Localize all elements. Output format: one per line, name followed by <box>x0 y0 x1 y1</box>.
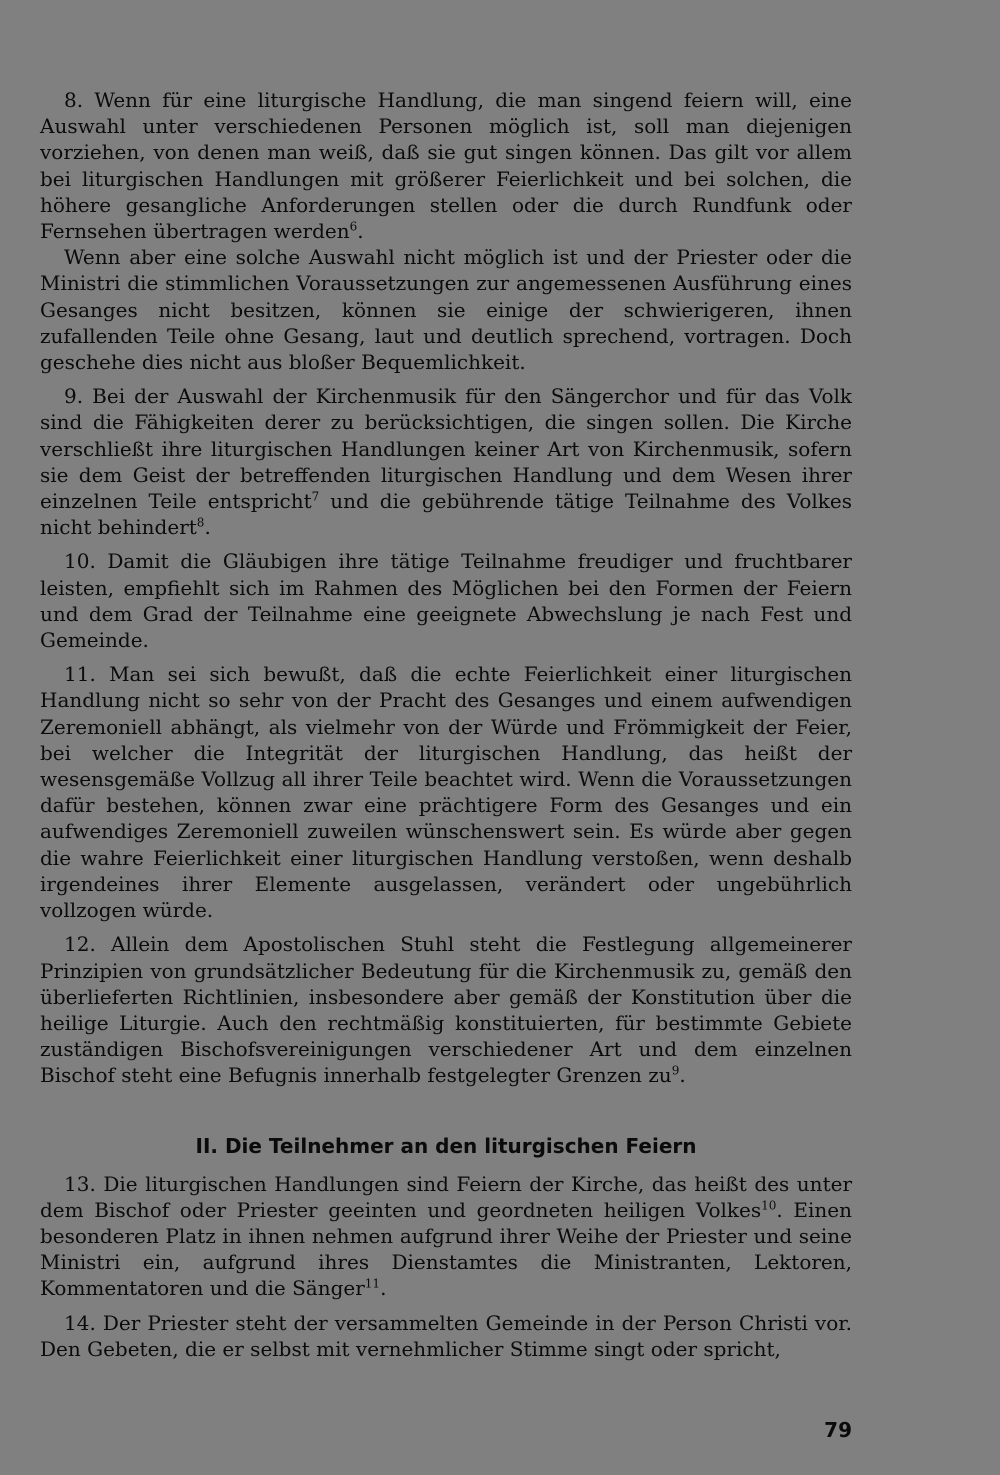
paragraph-text: 10. Damit die Gläubigen ihre tätige Teilnahme freudiger und fruchtbarer leisten, empfiehlt sich im Rahmen des Möglichen bei den Formen der Feiern und dem Grad der Teilnahme eine geeignete Abwechslung je nach Fest und Gemeinde. <box>40 549 852 653</box>
footnote-ref: 10 <box>761 1198 777 1213</box>
page-body <box>40 87 852 1370</box>
footnote-ref: 9 <box>671 1063 680 1078</box>
section-heading: II. Die Teilnehmer an den liturgischen Feiern <box>195 1133 697 1158</box>
paragraph-13 <box>40 1171 852 1302</box>
paragraph-text: 9. Bei der Auswahl der Kirchenmusik für den Sängerchor und für das Volk sind die Fähigkeiten derer zu berücksichtigen, die singen sollen. Die Kirche verschließt ihre liturgischen Handlungen keiner Art von Kirchenmusik, sofern sie dem Geist der betreffenden liturgischen Handlung und dem Wesen ihrer einzelnen Teile entspricht <box>40 384 852 514</box>
paragraph-text: Wenn aber eine solche Auswahl nicht möglich ist und der Priester oder die Ministri die stimmlichen Voraussetzungen zur angemessenen Ausführung eines Gesanges nicht besitzen, können sie einige der schwierigeren, ihnen zufallenden Teile ohne Gesang, laut und deutlich sprechend, vortragen. Doch geschehe dies nicht aus bloßer Bequemlichkeit. <box>40 245 852 375</box>
paragraph-10 <box>40 548 852 653</box>
paragraph-11 <box>40 661 852 923</box>
paragraph-tail: . <box>380 1276 387 1301</box>
paragraph-8 <box>40 87 852 244</box>
paragraph-text: 12. Allein dem Apostolischen Stuhl steht die Festlegung allgemeinerer Prinzipien von grundsätzlicher Bedeutung für die Kirchenmusik zu, gemäß den überlieferten Richtlinien, insbesondere aber gemäß der Konstitution über die heilige Liturgie. Auch den rechtmäßig konstituierten, für bestimmte Gebiete zuständigen Bischofsvereinigungen verschiedener Art und dem einzelnen Bischof steht eine Befugnis innerhalb festgelegter Grenzen zu <box>40 932 852 1088</box>
paragraph-14 <box>40 1310 852 1362</box>
paragraph-9 <box>40 383 852 540</box>
paragraph-8-continued <box>40 244 852 375</box>
paragraph-tail: . <box>357 219 364 244</box>
paragraph-text: 14. Der Priester steht der versammelten Gemeinde in der Person Christi vor. Den Gebeten, die er selbst mit vernehmlicher Stimme singt oder spricht, <box>40 1310 852 1361</box>
footnote-ref: 6 <box>349 219 358 234</box>
paragraph-text: . Einen besonderen Platz in ihnen nehmen aufgrund ihrer Weihe der Priester und seine Ministri ein, aufgrund ihres Dienstamtes die Ministranten, Lektoren, Kommentatoren und die Sänger <box>40 1197 853 1301</box>
paragraph-tail: . <box>204 515 211 540</box>
paragraph-tail: und die gebührende tätige Teilnahme des Volkes nicht behindert <box>40 489 852 540</box>
paragraph-12 <box>40 931 852 1088</box>
footnote-ref: 8 <box>196 515 205 530</box>
page-number: 79 <box>824 1418 852 1442</box>
paragraph-text: 8. Wenn für eine liturgische Handlung, die man singend feiern will, eine Auswahl unter verschiedenen Personen möglich ist, soll man diejenigen vorziehen, von denen man weiß, daß sie gut singen können. Das gilt vor allem bei liturgischen Handlungen mit größerer Feierlichkeit und bei solchen, die höhere gesangliche Anforderungen stellen oder die durch Rundfunk oder Fernsehen übertragen werden <box>40 88 852 244</box>
paragraph-text: 11. Man sei sich bewußt, daß die echte Feierlichkeit einer liturgischen Handlung nicht so sehr von der Pracht des Gesanges und einem aufwendigen Zeremoniell abhängt, als vielmehr von der Würde und Frömmigkeit der Feier, bei welcher die Integrität der liturgischen Handlung, das heißt der wesensgemäße Vollzug all ihrer Teile beachtet wird. Wenn die Voraussetzungen dafür bestehen, können zwar eine prächtigere Form des Gesanges und ein aufwendiges Zeremoniell zuweilen wünschenswert sein. Es würde aber gegen die wahre Feierlichkeit einer liturgischen Handlung verstoßen, wenn deshalb irgendeines ihrer Elemente ausgelassen, verändert oder ungebührlich vollzogen würde. <box>40 662 852 923</box>
footnote-ref: 7 <box>311 489 320 504</box>
paragraph-tail: . <box>679 1063 686 1088</box>
footnote-ref: 11 <box>364 1276 381 1291</box>
paragraph-text: 13. Die liturgischen Handlungen sind Feiern der Kirche, das heißt des unter dem Bischof oder Priester geeinten und geordneten heiligen Volkes <box>40 1171 852 1222</box>
